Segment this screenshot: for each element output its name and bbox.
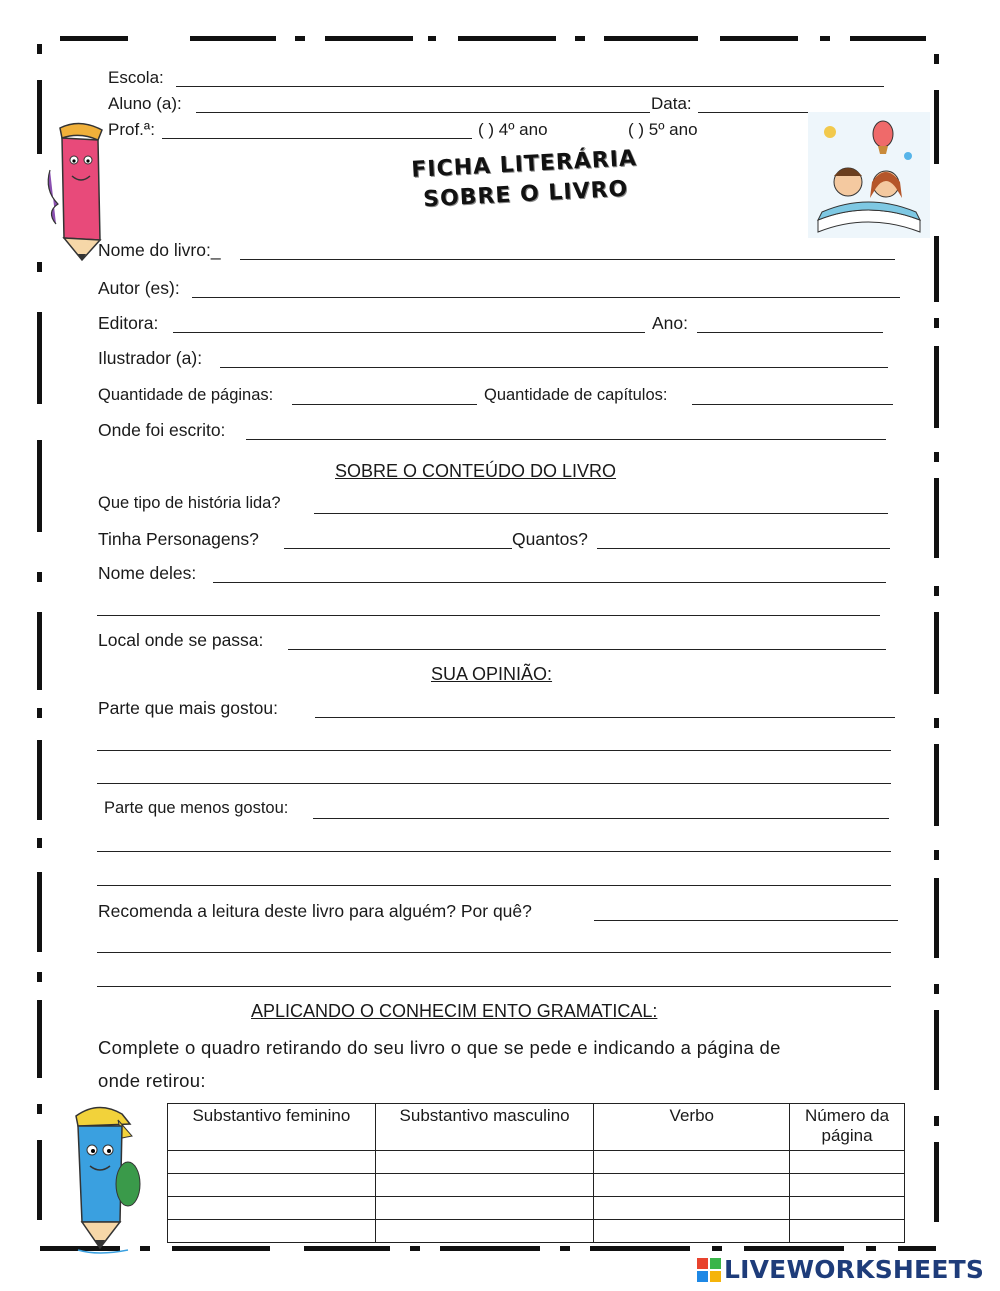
escola-field[interactable] — [176, 86, 884, 87]
title-line-1: FICHA LITERÁRIA — [410, 146, 638, 183]
nome-livro-label: Nome do livro:_ — [98, 240, 221, 260]
table-row — [168, 1174, 905, 1197]
aluno-field[interactable] — [196, 112, 650, 113]
paginas-label: Quantidade de páginas: — [98, 386, 274, 404]
nomes-field-line-2[interactable] — [97, 615, 880, 616]
recomenda-line-2[interactable] — [97, 952, 891, 953]
local-label: Local onde se passa: — [98, 630, 264, 650]
col-substantivo-feminino: Substantivo feminino — [168, 1104, 376, 1151]
prof-label: Prof.ª: — [108, 120, 155, 139]
editora-label: Editora: — [98, 313, 159, 333]
liveworksheets-logo-icon — [697, 1258, 721, 1282]
autor-label: Autor (es): — [98, 278, 180, 298]
prof-field[interactable] — [162, 138, 472, 139]
table-cell[interactable] — [790, 1197, 905, 1220]
opinion-section-title: SUA OPINIÃO: — [431, 664, 553, 684]
personagens-field[interactable] — [284, 548, 512, 549]
parte-mais-label: Parte que mais gostou: — [98, 698, 278, 718]
local-field[interactable] — [288, 649, 886, 650]
content-section-title: SOBRE O CONTEÚDO DO LIVRO — [335, 461, 617, 481]
grammar-instruction-line-2: onde retirou: — [98, 1070, 206, 1091]
table-cell[interactable] — [790, 1174, 905, 1197]
table-cell[interactable] — [168, 1174, 376, 1197]
table-row — [168, 1151, 905, 1174]
parte-menos-field[interactable] — [313, 818, 889, 819]
nomes-field[interactable] — [213, 582, 886, 583]
table-cell[interactable] — [168, 1220, 376, 1243]
parte-mais-line-3[interactable] — [97, 783, 891, 784]
grammar-table — [167, 1103, 905, 1243]
col-verbo: Verbo — [594, 1104, 790, 1151]
escola-label: Escola: — [108, 68, 164, 87]
worksheet-title — [389, 143, 662, 217]
table-cell[interactable] — [375, 1197, 594, 1220]
tipo-historia-label: Que tipo de história lida? — [98, 494, 281, 512]
table-cell[interactable] — [375, 1151, 594, 1174]
recomenda-line-3[interactable] — [97, 986, 891, 987]
onde-escrito-field[interactable] — [246, 439, 886, 440]
nomes-label: Nome deles: — [98, 563, 197, 583]
kids-reading-illustration — [808, 112, 930, 238]
parte-menos-line-3[interactable] — [97, 885, 891, 886]
table-cell[interactable] — [594, 1220, 790, 1243]
quantos-label: Quantos? — [512, 529, 588, 549]
table-cell[interactable] — [375, 1220, 594, 1243]
title-line-2: SOBRE O LIVRO — [422, 176, 629, 213]
table-cell[interactable] — [168, 1197, 376, 1220]
ano-label: Ano: — [652, 313, 688, 333]
ano-field[interactable] — [697, 332, 883, 333]
parte-mais-field[interactable] — [315, 717, 895, 718]
onde-escrito-label: Onde foi escrito: — [98, 420, 226, 440]
capitulos-label: Quantidade de capítulos: — [484, 386, 668, 404]
table-cell[interactable] — [790, 1151, 905, 1174]
table-cell[interactable] — [790, 1220, 905, 1243]
parte-menos-label: Parte que menos gostou: — [104, 799, 289, 817]
paginas-field[interactable] — [292, 404, 477, 405]
col-substantivo-masculino: Substantivo masculino — [375, 1104, 594, 1151]
aluno-label: Aluno (a): — [108, 94, 182, 113]
parte-mais-line-2[interactable] — [97, 750, 891, 751]
year-option-4[interactable]: ( ) 4º ano — [478, 120, 548, 139]
table-cell[interactable] — [594, 1197, 790, 1220]
parte-menos-line-2[interactable] — [97, 851, 891, 852]
recomenda-label: Recomenda a leitura deste livro para alguém? Por quê? — [98, 901, 532, 921]
table-cell[interactable] — [594, 1174, 790, 1197]
ilustrador-field[interactable] — [220, 367, 888, 368]
table-cell[interactable] — [375, 1174, 594, 1197]
editora-field[interactable] — [173, 332, 645, 333]
table-cell[interactable] — [594, 1151, 790, 1174]
table-row — [168, 1220, 905, 1243]
recomenda-field[interactable] — [594, 920, 898, 921]
ilustrador-label: Ilustrador (a): — [98, 348, 203, 368]
grammar-instruction-line-1: Complete o quadro retirando do seu livro o que se pede e indicando a página de — [98, 1037, 781, 1058]
nome-livro-field[interactable] — [240, 259, 895, 260]
table-header-row — [168, 1104, 905, 1151]
grammar-section-title: APLICANDO O CONHECIM ENTO GRAMATICAL: — [251, 1001, 658, 1021]
table-row — [168, 1197, 905, 1220]
quantos-field[interactable] — [597, 548, 890, 549]
col-numero-pagina: Número da página — [790, 1104, 905, 1151]
personagens-label: Tinha Personagens? — [98, 529, 259, 549]
autor-field[interactable] — [192, 297, 900, 298]
blue-pencil-illustration — [58, 1100, 150, 1260]
capitulos-field[interactable] — [692, 404, 893, 405]
year-option-5[interactable]: ( ) 5º ano — [628, 120, 698, 139]
tipo-historia-field[interactable] — [314, 513, 888, 514]
liveworksheets-brand[interactable]: LIVEWORKSHEETS — [724, 1255, 985, 1284]
data-label: Data: — [651, 94, 692, 113]
table-cell[interactable] — [168, 1151, 376, 1174]
